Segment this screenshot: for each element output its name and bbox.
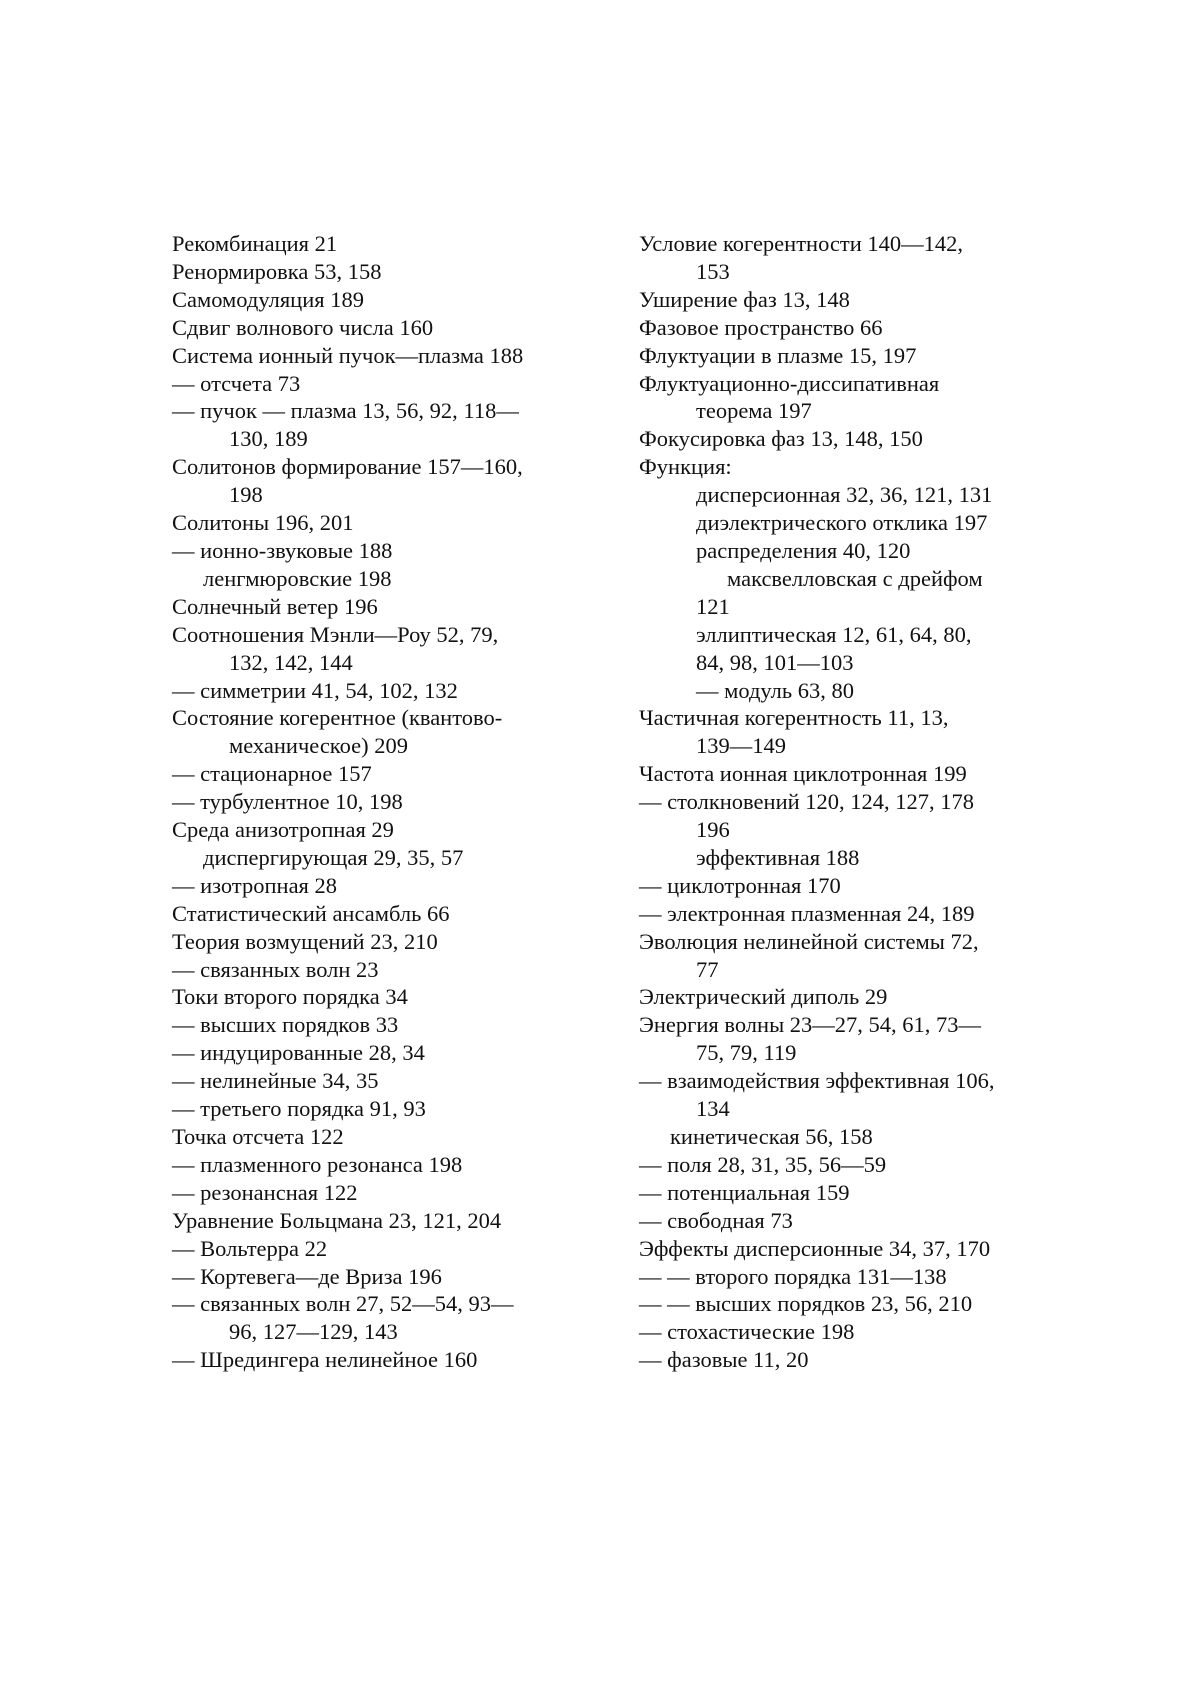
index-entry [639, 983, 995, 1011]
index-entry-text: — стохастические 198 [639, 1319, 855, 1345]
index-entry [172, 565, 523, 593]
index-entry [172, 537, 523, 565]
index-entry [639, 928, 995, 984]
index-entry-text: эллиптическая 12, 61, 64, 80, [696, 621, 972, 647]
index-entry [172, 1151, 523, 1179]
index-entry [639, 342, 995, 370]
index-entry-text: — плазменного резонанса 198 [172, 1151, 463, 1177]
index-entry [172, 1346, 523, 1374]
index-entry [172, 1095, 523, 1123]
index-entry [639, 1346, 995, 1374]
index-entry [172, 258, 523, 286]
index-entry [172, 397, 523, 453]
index-entry-continuation: теорема 197 [696, 398, 812, 424]
index-entry-text: Система ионный пучок—плазма 188 [172, 342, 524, 368]
index-entry [172, 788, 523, 816]
index-entry-text: Фокусировка фаз 13, 148, 150 [639, 426, 923, 452]
index-entry-text: Сдвиг волнового числа 160 [172, 314, 434, 340]
index-entry [172, 704, 523, 760]
index-entry-continuation: 198 [229, 482, 263, 508]
index-entry [172, 872, 523, 900]
index-entry [172, 286, 523, 314]
index-entry-text: ленгмюровские 198 [203, 565, 392, 591]
index-entry-text: кинетическая 56, 158 [670, 1124, 873, 1149]
index-entry-text: — — высших порядков 23, 56, 210 [639, 1291, 973, 1317]
index-entry-text: — нелинейные 34, 35 [172, 1068, 379, 1094]
index-entry-text: Солитонов формирование 157—160, [172, 454, 523, 480]
index-entry-text: — циклотронная 170 [639, 872, 841, 898]
index-entry-continuation: 96, 127—129, 143 [229, 1319, 398, 1345]
index-entry [172, 844, 523, 872]
index-entry [639, 1207, 995, 1235]
index-entry [639, 1011, 995, 1067]
index-entry-continuation: 121 [696, 593, 730, 619]
index-entry-text: — отсчета 73 [172, 370, 301, 396]
index-entry-text: Солнечный ветер 196 [172, 593, 378, 619]
index-entry [639, 788, 995, 844]
index-entry-text: Электрический диполь 29 [639, 984, 888, 1010]
index-entry-text: Состояние когерентное (квантово- [172, 705, 503, 731]
index-entry-text: Условие когерентности 140—142, [639, 231, 963, 256]
index-entry-text: Теория возмущений 23, 210 [172, 928, 438, 954]
index-entry-text: Флуктуационно-диссипативная [639, 370, 940, 396]
index-entry-continuation: 77 [696, 956, 719, 982]
index-entry [172, 1067, 523, 1095]
index-entry [639, 872, 995, 900]
index-entry [172, 621, 523, 677]
index-entry [639, 1067, 995, 1123]
index-entry [172, 230, 523, 258]
index-entry-continuation: 75, 79, 119 [696, 1040, 797, 1066]
index-entry-text: — столкновений 120, 124, 127, 178 [639, 789, 975, 815]
index-entry-text: — третьего порядка 91, 93 [172, 1096, 426, 1122]
index-entry [172, 593, 523, 621]
index-entry [639, 677, 995, 705]
index-entry [639, 1123, 995, 1151]
index-entry [172, 1207, 523, 1235]
index-entry-text: эффективная 188 [696, 844, 860, 870]
index-entry-text: — пучок — плазма 13, 56, 92, 118— [172, 398, 519, 424]
index-entry-text: — Кортевега—де Вриза 196 [172, 1263, 442, 1289]
index-entry [172, 900, 523, 928]
index-entry-text: Статистический ансамбль 66 [172, 900, 450, 926]
index-entry [639, 453, 995, 481]
index-entry [639, 1235, 995, 1263]
index-entry [639, 286, 995, 314]
index-entry [172, 956, 523, 984]
index-entry [172, 1011, 523, 1039]
index-entry [639, 370, 995, 426]
index-entry [172, 509, 523, 537]
index-entry-text: — ионно-звуковые 188 [172, 537, 393, 563]
index-entry-text: — стационарное 157 [172, 761, 372, 787]
index-entry-text: — модуль 63, 80 [696, 677, 855, 703]
index-entry-text: Уширение фаз 13, 148 [639, 286, 850, 312]
index-entry-continuation: 84, 98, 101—103 [696, 649, 854, 675]
index-entry-continuation: механическое) 209 [229, 733, 408, 759]
index-entry-continuation: 132, 142, 144 [229, 649, 353, 675]
index-column-left [172, 230, 523, 1374]
index-entry [639, 509, 995, 537]
index-entry [172, 1039, 523, 1067]
index-entry-text: Ренормировка 53, 158 [172, 258, 382, 284]
index-entry [639, 621, 995, 677]
index-entry [172, 370, 523, 398]
index-entry [639, 704, 995, 760]
index-entry [639, 900, 995, 928]
index-entry-text: Рекомбинация 21 [172, 231, 338, 256]
index-entry [639, 1318, 995, 1346]
index-entry [172, 928, 523, 956]
index-entry-text: — свободная 73 [639, 1207, 793, 1233]
index-entry-text: Соотношения Мэнли—Роу 52, 79, [172, 621, 499, 647]
index-entry-text: Функция: [639, 454, 732, 480]
index-entry-text: — взаимодействия эффективная 106, [639, 1068, 995, 1094]
index-entry [639, 844, 995, 872]
index-entry-text: максвелловская с дрейфом [727, 565, 983, 591]
index-entry [172, 1179, 523, 1207]
index-entry-text: диэлектрического отклика 197 [696, 510, 988, 536]
index-entry-text: — потенциальная 159 [639, 1179, 850, 1205]
index-entry-text: Фазовое пространство 66 [639, 314, 883, 340]
index-entry [172, 1235, 523, 1263]
index-entry [172, 983, 523, 1011]
index-entry [172, 1290, 523, 1346]
index-entry-text: — Шредингера нелинейное 160 [172, 1347, 478, 1373]
index-entry-text: диспергирующая 29, 35, 57 [203, 844, 464, 870]
index-entry-text: — резонансная 122 [172, 1179, 358, 1205]
index-entry [172, 314, 523, 342]
index-entry-text: — Вольтерра 22 [172, 1235, 328, 1261]
index-entry [639, 230, 995, 286]
index-entry-continuation: 134 [696, 1096, 730, 1122]
index-entry [172, 1263, 523, 1291]
index-entry-text: Эффекты дисперсионные 34, 37, 170 [639, 1235, 991, 1261]
index-entry [172, 1123, 523, 1151]
index-entry [172, 342, 523, 370]
index-entry-text: Энергия волны 23—27, 54, 61, 73— [639, 1012, 982, 1038]
index-entry-text: Среда анизотропная 29 [172, 817, 394, 843]
index-entry [172, 453, 523, 509]
index-entry-text: — поля 28, 31, 35, 56—59 [639, 1151, 887, 1177]
index-entry-text: — турбулентное 10, 198 [172, 789, 403, 815]
index-entry-text: Частота ионная циклотронная 199 [639, 761, 967, 787]
index-entry-text: — — второго порядка 131—138 [639, 1263, 947, 1289]
index-entry [639, 537, 995, 565]
index-entry-text: — фазовые 11, 20 [639, 1347, 809, 1373]
index-entry [639, 481, 995, 509]
index-entry [172, 816, 523, 844]
index-entry [639, 314, 995, 342]
index-entry [172, 677, 523, 705]
index-entry [172, 760, 523, 788]
index-entry-text: дисперсионная 32, 36, 121, 131 [696, 482, 993, 508]
index-entry-continuation: 153 [696, 258, 730, 284]
index-column-right [639, 230, 995, 1374]
index-entry-text: Флуктуации в плазме 15, 197 [639, 342, 917, 368]
index-entry-text: Частичная когерентность 11, 13, [639, 705, 949, 731]
index-entry [639, 760, 995, 788]
index-entry-text: Уравнение Больцмана 23, 121, 204 [172, 1207, 502, 1233]
index-entry [639, 1179, 995, 1207]
index-entry-text: — связанных волн 27, 52—54, 93— [172, 1291, 514, 1317]
index-entry-text: распределения 40, 120 [696, 537, 911, 563]
index-entry-text: — высших порядков 33 [172, 1012, 399, 1038]
index-entry-text: — симметрии 41, 54, 102, 132 [172, 677, 458, 703]
index-entry-continuation: 130, 189 [229, 426, 308, 452]
index-entry [639, 1290, 995, 1318]
index-entry [639, 1151, 995, 1179]
index-entry [639, 425, 995, 453]
index-entry-text: — электронная плазменная 24, 189 [639, 900, 975, 926]
index-entry-text: Самомодуляция 189 [172, 286, 364, 312]
index-entry-continuation: 196 [696, 817, 730, 843]
index-entry-text: — индуцированные 28, 34 [172, 1040, 425, 1066]
index-entry-text: — изотропная 28 [172, 872, 338, 898]
index-entry-text: Точка отсчета 122 [172, 1124, 344, 1149]
index-entry-text: — связанных волн 23 [172, 956, 379, 982]
index-entry-text: Эволюция нелинейной системы 72, [639, 928, 979, 954]
index-entry-text: Солитоны 196, 201 [172, 510, 354, 536]
index-entry-text: Токи второго порядка 34 [172, 984, 408, 1010]
index-entry [639, 1263, 995, 1291]
index-entry-continuation: 139—149 [696, 733, 786, 759]
index-entry [639, 565, 995, 621]
